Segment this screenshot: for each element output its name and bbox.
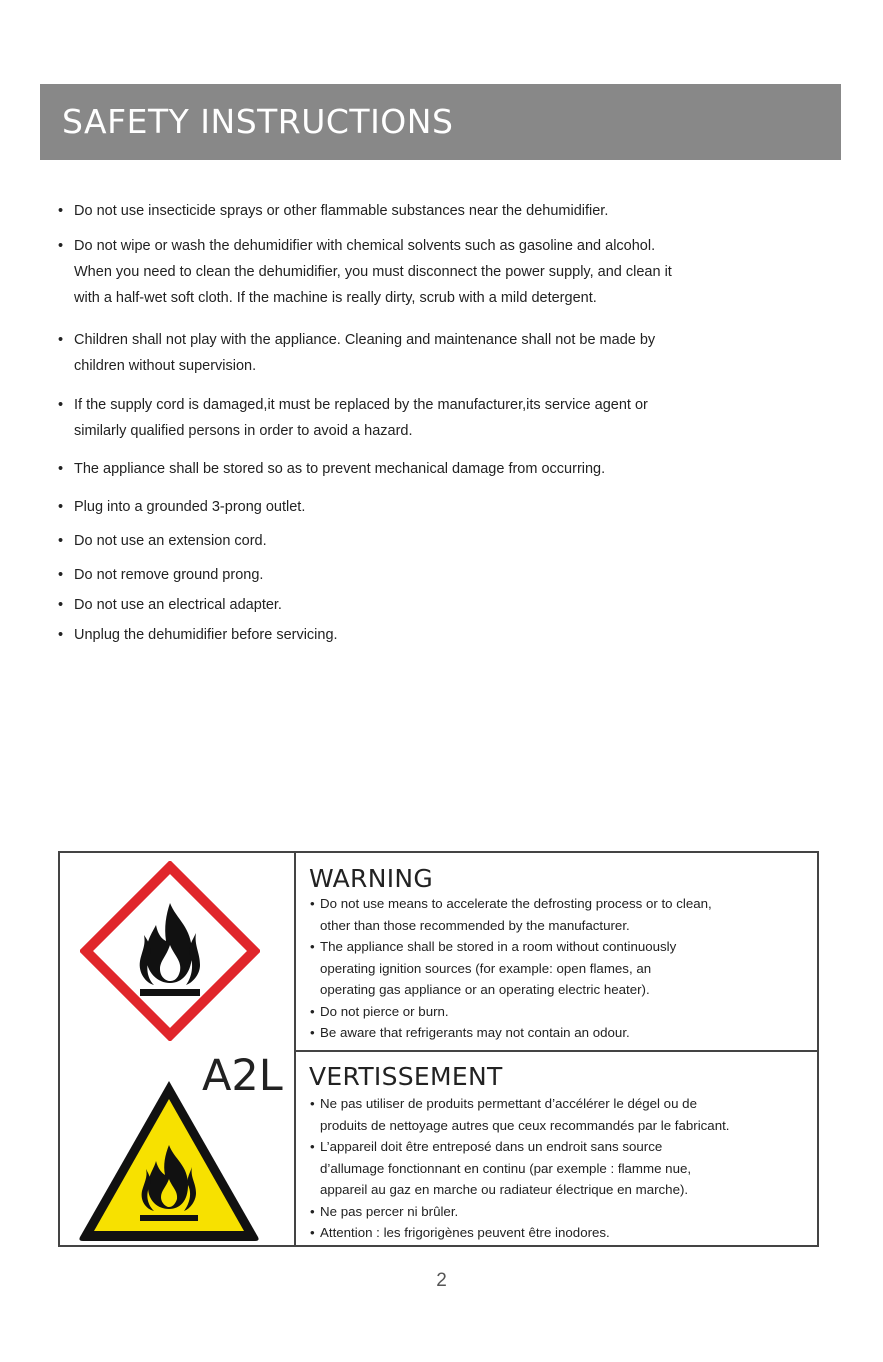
ghs-flammable-diamond-icon (80, 861, 260, 1041)
list-item: • Unplug the dehumidifier before servicing. (58, 627, 338, 643)
section-header-bar (40, 84, 841, 160)
list-item: • Ne pas utiliser de produits permettant d’accélérer le dégel ou de produits de nettoyage autres que ceux recommandés par le fabricant. (310, 1096, 730, 1133)
list-item: • L’appareil doit être entreposé dans un endroit sans source d’allumage fonctionnant en continu (par exemple : flamme nue, appareil au gaz en marche ou radiateur électrique en marche). (310, 1139, 692, 1197)
warning-box (58, 851, 819, 1247)
list-item: • Do not pierce or burn. (310, 1003, 449, 1019)
list-item: • Do not use an electrical adapter. (58, 597, 282, 613)
page-title: SAFETY INSTRUCTIONS (62, 102, 454, 141)
list-item: • If the supply cord is damaged,it must be replaced by the manufacturer,its service agent or similarly qualified persons in order to avoid a hazard. (58, 397, 648, 439)
list-item: • Ne pas percer ni brûler. (310, 1203, 459, 1219)
list-item: • Do not use means to accelerate the defrosting process or to clean, other than those recommended by the manufacturer. (310, 896, 712, 933)
list-item: • Do not use insecticide sprays or other flammable substances near the dehumidifier. (58, 203, 609, 219)
list-item: • Plug into a grounded 3-prong outlet. (58, 499, 306, 515)
list-item: • Do not wipe or wash the dehumidifier with chemical solvents such as gasoline and alcohol. When you need to clean the dehumidifier, you must disconnect the power supply, and clean it with a half-wet soft cloth. If the machine is really dirty, scrub with a mild detergent. (58, 238, 672, 306)
flammable-warning-triangle-icon (74, 1075, 264, 1245)
list-item: • Be aware that refrigerants may not contain an odour. (310, 1025, 630, 1040)
refrigerant-class-label: A2L (202, 1051, 283, 1101)
list-item: • Do not remove ground prong. (58, 567, 264, 583)
warning-list (310, 893, 810, 1044)
page-number: 2 (436, 1270, 447, 1291)
hazard-symbols-panel (60, 853, 296, 1245)
list-item: • Do not use an extension cord. (58, 533, 267, 549)
avertissement-list (310, 1093, 810, 1244)
section-divider (296, 1050, 817, 1052)
list-item: • Children shall not play with the appliance. Cleaning and maintenance shall not be made by children without supervision. (58, 332, 656, 374)
list-item: • Attention : les frigorigènes peuvent être inodores. (310, 1225, 610, 1240)
list-item: • The appliance shall be stored in a room without continuously operating ignition sources (for example: open flames, an operating gas appliance or an operating electric heater). (310, 939, 677, 997)
avertissement-title: VERTISSEMENT (309, 1062, 503, 1091)
list-item: • The appliance shall be stored so as to prevent mechanical damage from occurring. (58, 461, 606, 477)
warning-title: WARNING (309, 864, 434, 893)
